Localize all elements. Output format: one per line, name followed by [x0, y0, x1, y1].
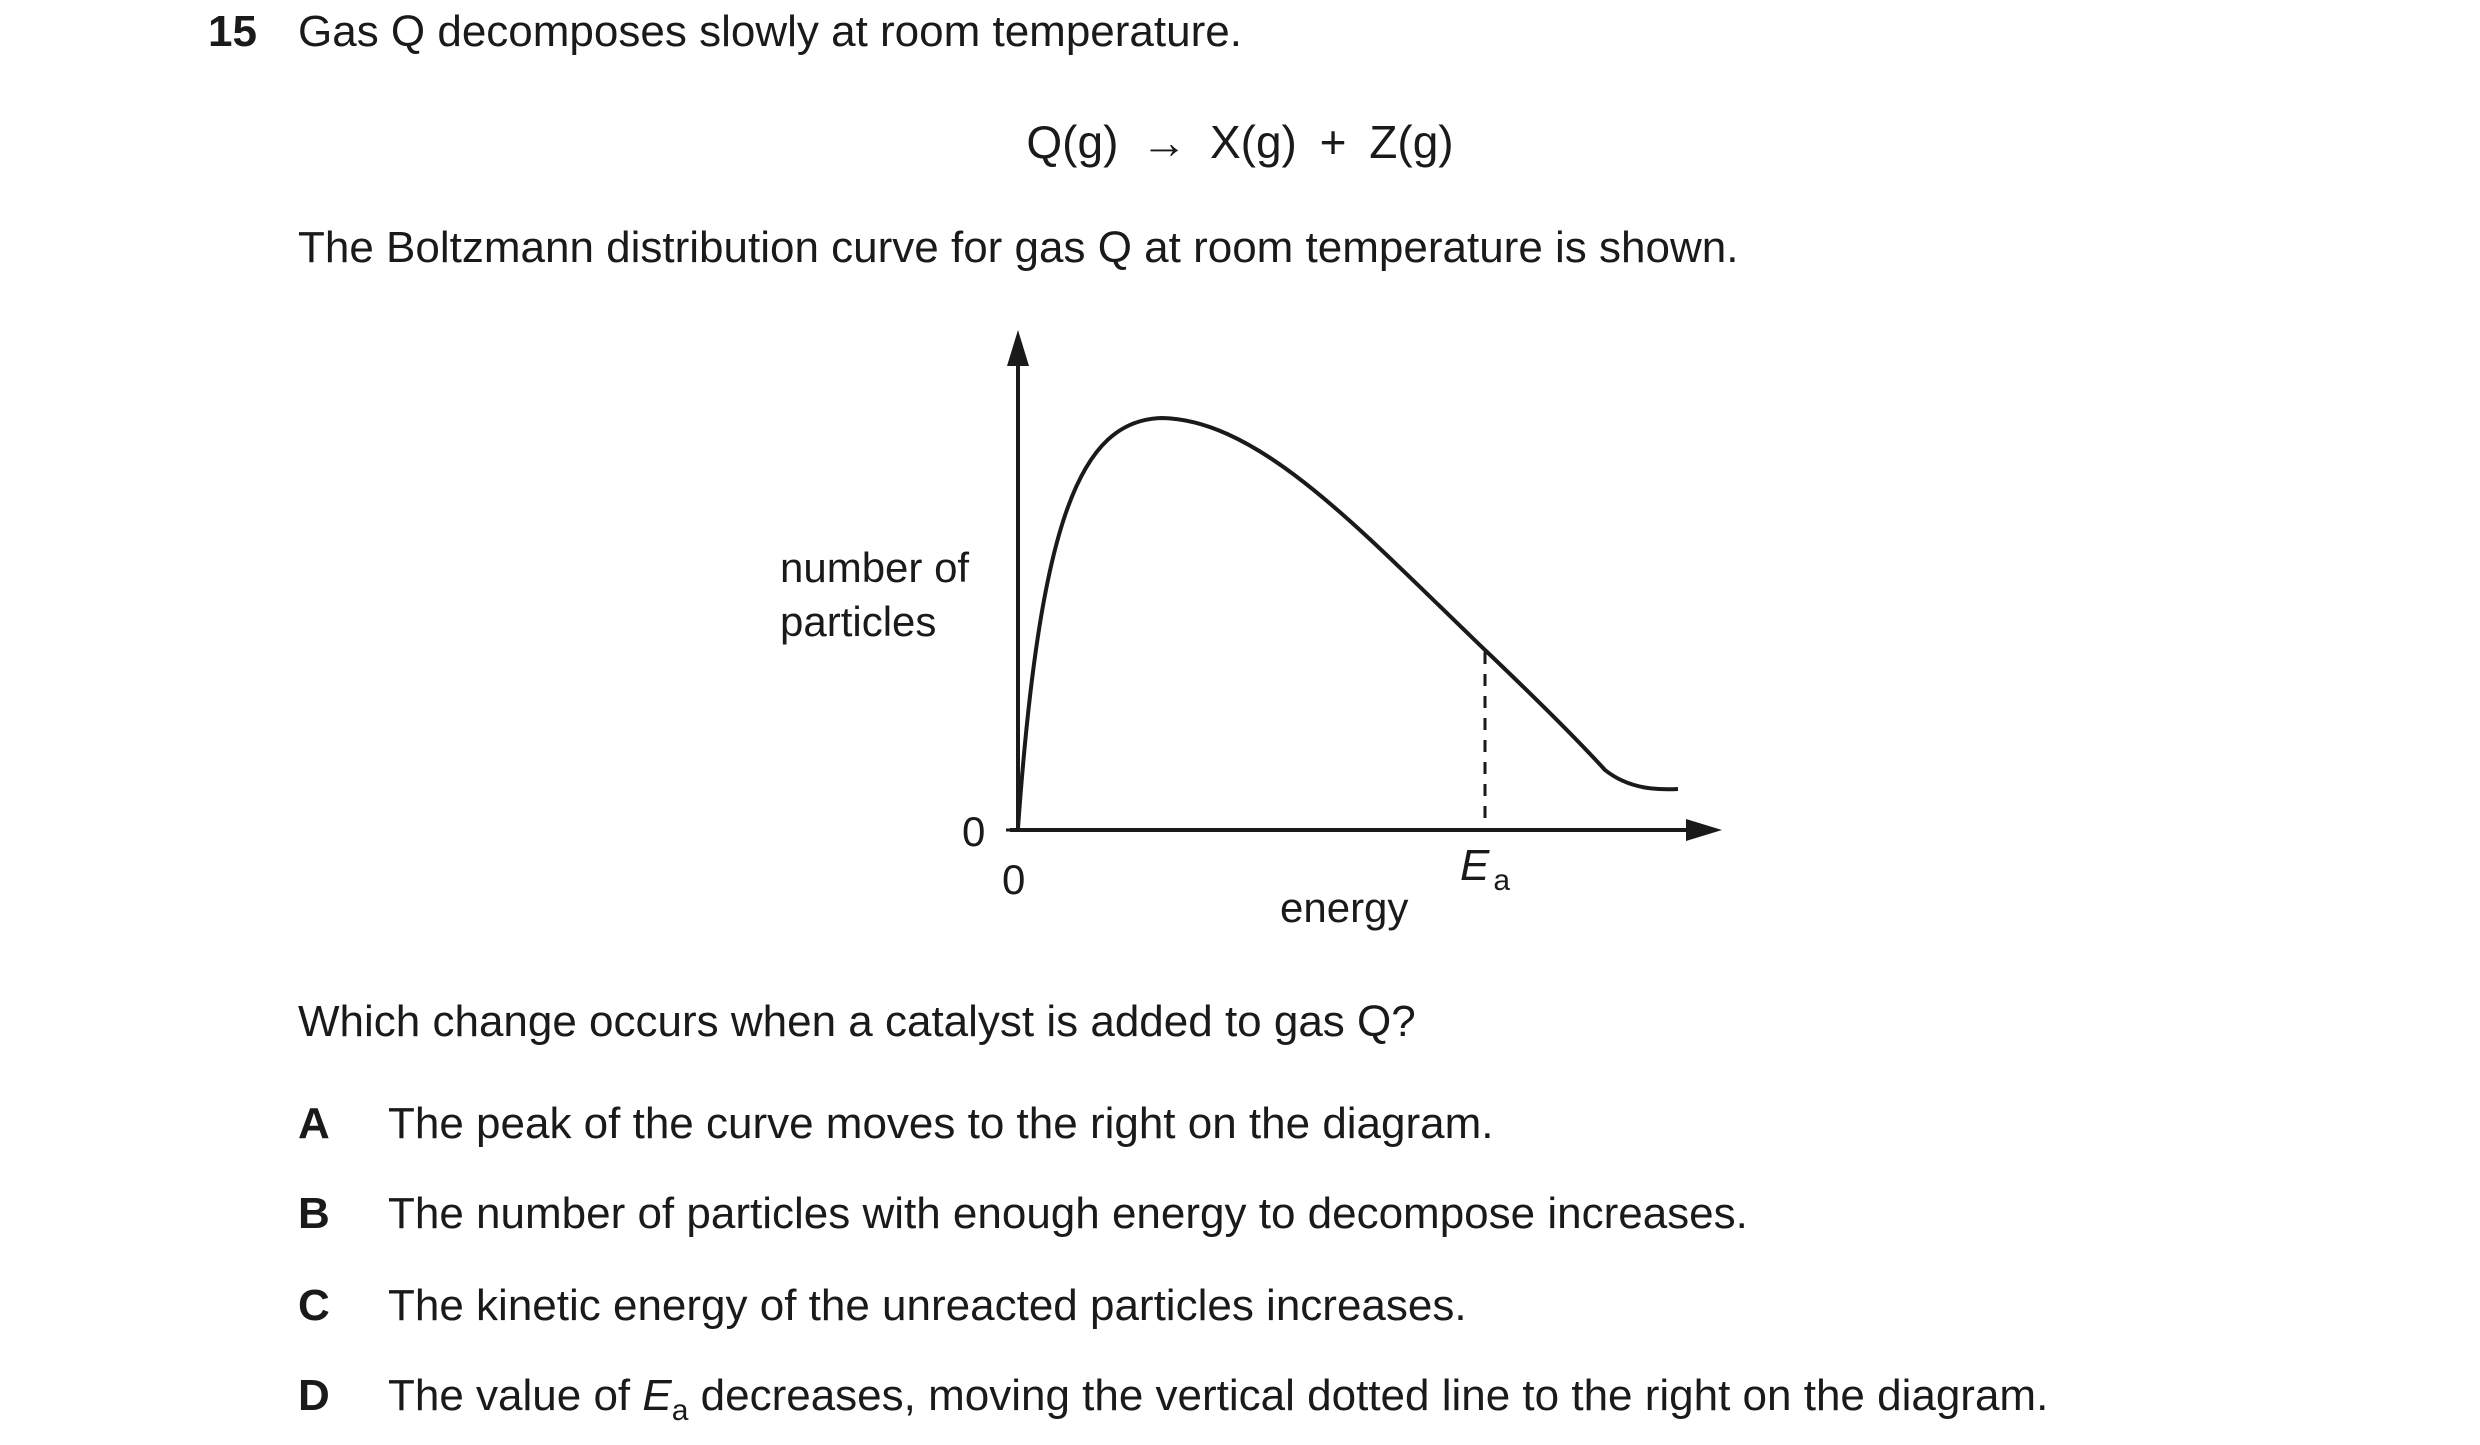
option-b-text[interactable]: The number of particles with enough energy to decompose increases. — [388, 1189, 1748, 1238]
option-d-letter[interactable]: D — [298, 1371, 330, 1420]
option-a-text[interactable]: The peak of the curve moves to the right on the diagram. — [388, 1099, 1494, 1148]
option-c-letter[interactable]: C — [298, 1281, 330, 1330]
question-prompt: Which change occurs when a catalyst is added to gas Q? — [298, 997, 1416, 1046]
option-a-letter[interactable]: A — [298, 1099, 330, 1148]
question-number: 15 — [208, 7, 257, 56]
ea-label: E $_a$ — [1460, 841, 1511, 897]
boltzmann-statement: The Boltzmann distribution curve for gas Q at room temperature is shown. — [298, 223, 1739, 272]
distribution-curve — [1018, 418, 1678, 828]
y-axis-label-line2: particles — [780, 598, 937, 645]
option-c-text[interactable]: The kinetic energy of the unreacted particles increases. — [388, 1281, 1467, 1330]
option-d-ea-subscript: a — [671, 1394, 689, 1427]
question-intro: Gas Q decomposes slowly at room temperature. — [298, 7, 1242, 56]
option-d-ea-symbol: E — [642, 1371, 672, 1420]
option-d-text[interactable] — [388, 1370, 2048, 1437]
x-origin-label: 0 — [1002, 856, 1026, 903]
x-axis-arrowhead — [1686, 819, 1722, 841]
y-axis-arrowhead — [1007, 330, 1029, 366]
y-axis-label-line1: number of — [780, 544, 970, 591]
y-origin-label: 0 — [962, 808, 986, 855]
reaction-equation: Q(g) → X(g) + Z(g) — [1026, 116, 1454, 168]
option-b-letter[interactable]: B — [298, 1189, 330, 1238]
option-d-text-before: The value of — [388, 1371, 643, 1420]
option-d-text-after: decreases, moving the vertical dotted line to the right on the diagram. — [688, 1371, 2049, 1420]
x-axis-label: energy — [1280, 884, 1409, 931]
